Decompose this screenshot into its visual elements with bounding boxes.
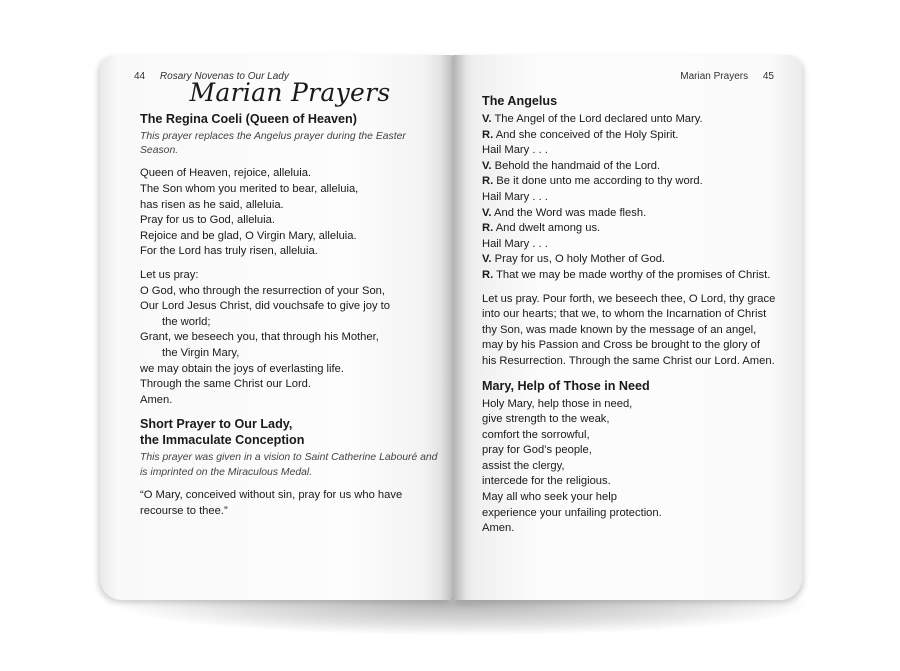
short-prayer-note: This prayer was given in a vision to Saint Catherine Labouré and is imprinted on the Miraculous Medal.	[140, 452, 438, 478]
prayer-line: may by his Passion and Cross be brought to the glory of	[482, 339, 760, 352]
right-running-head: Marian Prayers	[680, 71, 749, 82]
regina-prayer	[140, 268, 440, 408]
angelus-line: V. And the Word was made flesh.	[482, 206, 647, 219]
left-page-content	[140, 78, 440, 527]
verse-line: Queen of Heaven, rejoice, alleluia.	[140, 167, 312, 180]
prayer-line: Amen.	[140, 393, 173, 406]
angelus-line: Hail Mary . . .	[482, 144, 548, 157]
prayer-line: Amen.	[482, 522, 515, 535]
help-prayer	[482, 397, 782, 537]
verse-line: has risen as he said, alleluia.	[140, 198, 284, 211]
right-page-content	[482, 93, 782, 537]
angelus-line: Hail Mary . . .	[482, 237, 548, 250]
right-page-number: 45	[762, 71, 774, 82]
prayer-line: pray for God’s people,	[482, 444, 592, 457]
angelus-line: R. Be it done unto me according to thy word.	[482, 175, 703, 188]
angelus-line: R. And dwelt among us.	[482, 222, 601, 235]
prayer-line: the Virgin Mary,	[162, 346, 240, 359]
angelus-prayer	[482, 292, 782, 370]
left-page	[100, 55, 452, 600]
right-page	[452, 55, 802, 600]
page-title: Marian Prayers	[189, 78, 391, 107]
verse-line: Rejoice and be glad, O Virgin Mary, alleluia.	[140, 229, 357, 242]
regina-verses	[140, 166, 440, 260]
angelus-versicles	[482, 112, 782, 284]
help-heading: Mary, Help of Those in Need	[482, 378, 650, 393]
angelus-line: V. Behold the handmaid of the Lord.	[482, 159, 661, 172]
prayer-line: O God, who through the resurrection of your Son,	[140, 284, 386, 297]
prayer-line: Holy Mary, help those in need,	[482, 397, 633, 410]
short-prayer-heading-line1: Short Prayer to Our Lady,	[140, 417, 293, 432]
prayer-line: Let us pray:	[140, 268, 199, 281]
short-prayer-heading-line2: the Immaculate Conception	[140, 433, 305, 448]
prayer-line: the world;	[162, 315, 211, 328]
verse-line: For the Lord has truly risen, alleluia.	[140, 245, 318, 258]
prayer-line: comfort the sorrowful,	[482, 428, 590, 441]
prayer-line: Through the same Christ our Lord.	[140, 378, 312, 391]
angelus-heading: The Angelus	[482, 94, 558, 108]
short-prayer-text: “O Mary, conceived without sin, pray for us who have recourse to thee.”	[140, 489, 403, 517]
angelus-line: Hail Mary . . .	[482, 190, 548, 203]
angelus-line: V. Pray for us, O holy Mother of God.	[482, 253, 666, 266]
prayer-line: experience your unfailing protection.	[482, 506, 662, 519]
prayer-line: Our Lord Jesus Christ, did vouchsafe to give joy to	[140, 300, 390, 313]
prayer-line: into our hearts; that we, to whom the Incarnation of Christ	[482, 308, 767, 321]
prayer-line: Grant, we beseech you, that through his Mother,	[140, 331, 379, 344]
angelus-line: V. The Angel of the Lord declared unto Mary.	[482, 113, 703, 125]
prayer-line: May all who seek your help	[482, 491, 617, 504]
prayer-line: we may obtain the joys of everlasting life.	[140, 362, 344, 375]
left-page-number: 44	[134, 71, 146, 82]
prayer-line: give strength to the weak,	[482, 413, 610, 426]
book-gutter	[440, 55, 466, 600]
angelus-line: R. And she conceived of the Holy Spirit.	[482, 128, 679, 141]
verse-line: The Son whom you merited to bear, alleluia,	[140, 183, 359, 195]
right-page-header	[680, 71, 774, 82]
regina-note: This prayer replaces the Angelus prayer during the Easter Season.	[140, 130, 406, 156]
prayer-line: Let us pray. Pour forth, we beseech thee, O Lord, thy grace	[482, 292, 776, 305]
left-running-head: Rosary Novenas to Our Lady	[159, 71, 289, 82]
verse-line: Pray for us to God, alleluia.	[140, 214, 275, 227]
regina-heading: The Regina Coeli (Queen of Heaven)	[140, 111, 357, 126]
prayer-line: intercede for the religious.	[482, 475, 611, 488]
prayer-line: assist the clergy,	[482, 459, 565, 472]
prayer-line: his Resurrection. Through the same Christ our Lord. Amen.	[482, 354, 775, 367]
prayer-line: thy Son, was made known by the message of an angel,	[482, 323, 757, 336]
short-prayer-heading	[140, 416, 440, 448]
angelus-line: R. That we may be made worthy of the promises of Christ.	[482, 268, 771, 281]
